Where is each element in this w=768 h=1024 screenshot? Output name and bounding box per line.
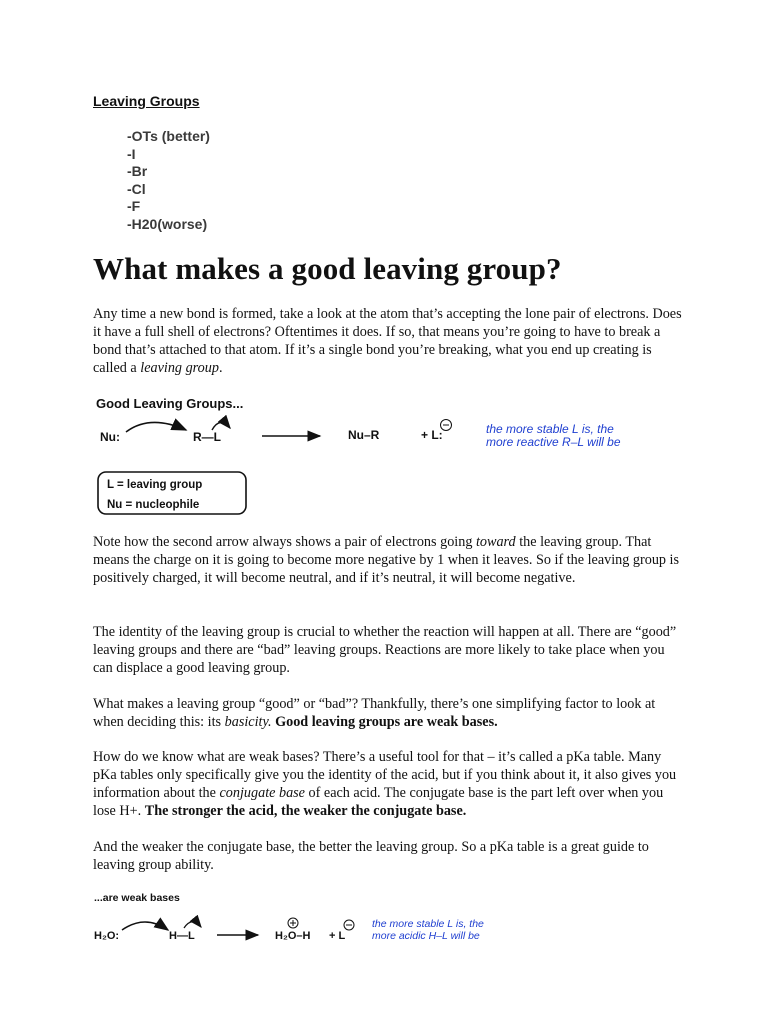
curved-arrow bbox=[212, 422, 230, 430]
paragraph-6: And the weaker the conjugate base, the better the leaving group. So a pKa table is a great guide to leaving group ability. bbox=[93, 839, 649, 873]
legend-nucleophile: Nu = nucleophile bbox=[107, 499, 200, 511]
water-label: H₂O: bbox=[94, 930, 120, 942]
paragraph-text: Note how the second arrow always shows a pair of electrons going bbox=[93, 534, 476, 550]
leaving-group-product-label: + L: bbox=[421, 428, 443, 442]
stability-note: more acidic H–L will be bbox=[372, 930, 480, 942]
curved-arrow bbox=[126, 422, 186, 432]
list-item: -F bbox=[127, 198, 141, 215]
paragraph-text: How do we know what are weak bases? There’s a useful tool for that – it’s called a pKa table. Many pKa tables only specifically give you the identity of the acid, but if you think about it, it also gives you information about the bbox=[93, 749, 677, 801]
list-item: -Br bbox=[127, 163, 148, 180]
product-label: H₂O–H bbox=[275, 930, 311, 942]
section-title: Leaving Groups bbox=[93, 93, 200, 109]
acid-label: H—L bbox=[169, 930, 195, 942]
paragraph-text: of each acid. The conjugate base is the part left over when you lose H+. bbox=[93, 785, 664, 819]
main-heading: What makes a good leaving group? bbox=[93, 251, 562, 286]
paragraph-5 bbox=[93, 748, 683, 820]
list-item: -I bbox=[127, 145, 136, 162]
leaving-group-product-label: + L bbox=[329, 930, 346, 942]
paragraph-3: The identity of the leaving group is crucial to whether the reaction will happen at all. There are “good” leaving groups and there are “bad” leaving groups. Reactions are more likely to take place when you can displace a good leaving group. bbox=[93, 624, 677, 676]
curved-arrow bbox=[184, 922, 201, 928]
emphasis-text: conjugate base bbox=[219, 785, 305, 801]
emphasis-text: toward bbox=[475, 534, 516, 550]
legend-leaving-group: L = leaving group bbox=[107, 479, 203, 491]
list-item: -Cl bbox=[127, 180, 146, 197]
stability-note: the more stable L is, the bbox=[372, 918, 484, 930]
product-label: Nu–R bbox=[348, 428, 380, 442]
emphasis-text: leaving group bbox=[140, 360, 219, 376]
substrate-label: R—L bbox=[193, 430, 221, 444]
paragraph-text: What makes a leaving group “good” or “bad”? Thankfully, there’s one simplifying factor to look at when deciding this: its bbox=[93, 696, 656, 730]
curved-arrow bbox=[122, 922, 168, 930]
leaving-group-list bbox=[127, 128, 210, 234]
figure-title: ...are weak bases bbox=[94, 892, 180, 904]
list-item: -OTs (better) bbox=[127, 128, 210, 144]
list-item: -H20(worse) bbox=[127, 215, 208, 232]
emphasis-text: basicity. bbox=[224, 714, 272, 730]
figure-weak-bases bbox=[90, 888, 510, 948]
paragraph-text: Any time a new bond is formed, take a look at the atom that’s accepting the lone pair of electrons. Does it have a full shell of electrons? Oftentimes it does. If so, that means you’re going to have to break a bond that’s attached to that atom. If it’s a single bond you’re breaking, what you end up creating is called a bbox=[93, 306, 682, 376]
strong-text: The stronger the acid, the weaker the conjugate base. bbox=[144, 803, 467, 819]
nucleophile-label: Nu: bbox=[100, 430, 120, 444]
paragraph-text: . bbox=[218, 360, 223, 376]
figure-good-leaving-groups bbox=[90, 392, 690, 518]
paragraph-1 bbox=[93, 305, 683, 377]
paragraph-text: the leaving group. That means the charge on it is going to become more negative by 1 when it leaves. So if the leaving group is positively charged, it will become neutral, and if it’s neutral, it will become negative. bbox=[93, 534, 680, 586]
paragraph-4 bbox=[93, 695, 683, 731]
stability-note: more reactive R–L will be bbox=[486, 435, 621, 449]
stability-note: the more stable L is, the bbox=[486, 422, 614, 436]
strong-text: Good leaving groups are weak bases. bbox=[271, 714, 498, 730]
paragraph-2 bbox=[93, 533, 683, 587]
figure-title: Good Leaving Groups... bbox=[96, 396, 244, 411]
